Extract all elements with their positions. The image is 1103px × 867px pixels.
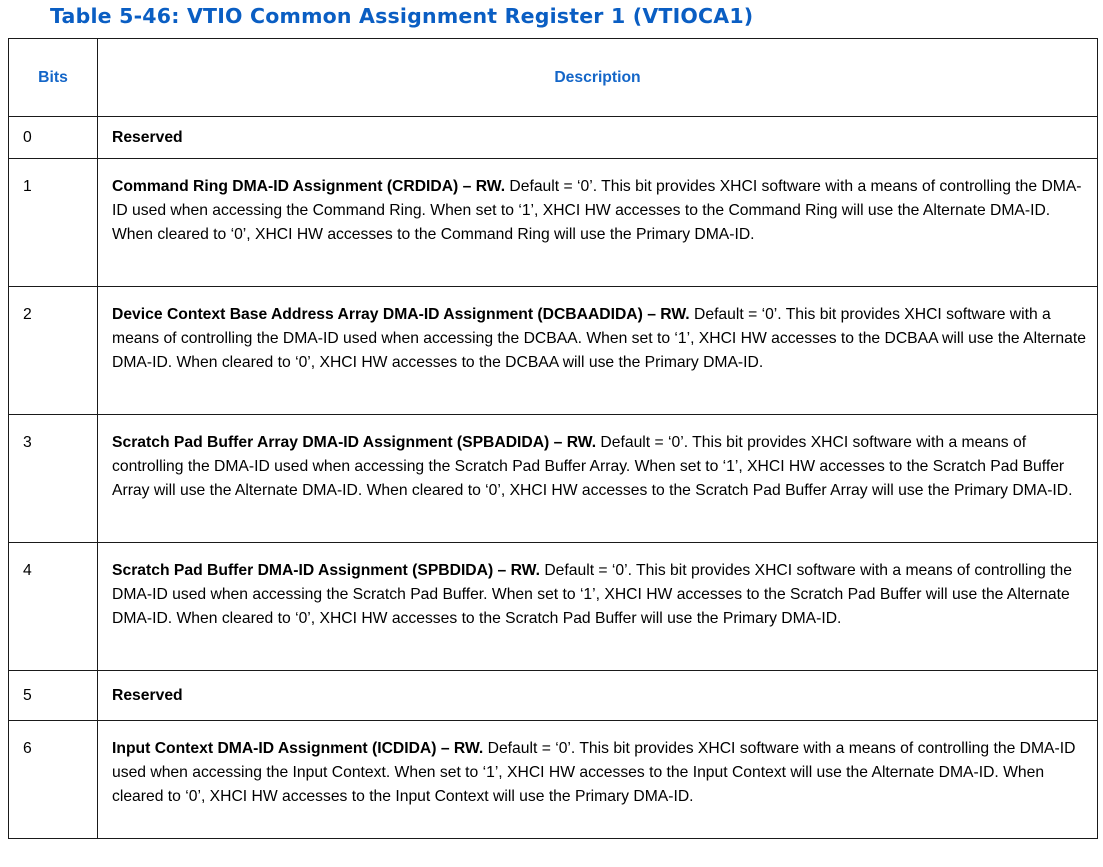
description-cell xyxy=(98,159,1098,287)
field-description: Default = ‘0’. This bit provides XHCI software with a means of controlling the DMA-ID used when accessing the DCBAA. When set to ‘1’, XHCI HW accesses to the DCBAA will use the Alternate DMA-ID. When cleared to ‘0’, XHCI HW accesses to the DCBAA will use the Primary DMA-ID. xyxy=(112,306,1086,371)
field-description: Default = ‘0’. This bit provides XHCI software with a means of controlling the DMA-ID used when accessing the Scratch Pad Buffer. When set to ‘1’, XHCI HW accesses to the Scratch Pad Buffer will use the Alternate DMA-ID. When cleared to ‘0’, XHCI HW accesses to the Scratch Pad Buffer will use the Primary DMA-ID. xyxy=(112,562,1073,627)
table-header-row xyxy=(9,39,1098,117)
table-row xyxy=(9,287,1098,415)
bit-cell: 1 xyxy=(9,159,98,287)
table-row xyxy=(9,117,1098,159)
description-cell xyxy=(98,543,1098,671)
bit-cell: 2 xyxy=(9,287,98,415)
field-name: Scratch Pad Buffer Array DMA-ID Assignment (SPBADIDA) – RW. xyxy=(112,434,597,451)
field-name: Reserved xyxy=(112,129,183,146)
field-description: Default = ‘0’. This bit provides XHCI software with a means of controlling the DMA-ID used when accessing the Scratch Pad Buffer Array. When set to ‘1’, XHCI HW accesses to the Scratch Pad Buffer Array will use the Alternate DMA-ID. When cleared to ‘0’, XHCI HW accesses to the Scratch Pad Buffer Array will use the Primary DMA-ID. xyxy=(112,434,1073,499)
table-title: Table 5-46: VTIO Common Assignment Register 1 (VTIOCA1) xyxy=(50,4,754,28)
field-name: Command Ring DMA-ID Assignment (CRDIDA) – RW. xyxy=(112,178,506,195)
description-cell xyxy=(98,117,1098,159)
description-cell xyxy=(98,721,1098,839)
field-description: Default = ‘0’. This bit provides XHCI software with a means of controlling the DMA-ID used when accessing the Input Context. When set to ‘1’, XHCI HW accesses to the Input Context will use the Alternate DMA-ID. When cleared to ‘0’, XHCI HW accesses to the Input Context will use the Primary DMA-ID. xyxy=(112,740,1076,805)
description-cell xyxy=(98,671,1098,721)
table-row xyxy=(9,415,1098,543)
register-table xyxy=(8,38,1098,839)
bit-cell: 4 xyxy=(9,543,98,671)
field-name: Reserved xyxy=(112,687,183,704)
header-description: Description xyxy=(98,39,1098,117)
bit-cell: 5 xyxy=(9,671,98,721)
field-description: Default = ‘0’. This bit provides XHCI software with a means of controlling the DMA-ID used when accessing the Command Ring. When set to ‘1’, XHCI HW accesses to the Command Ring will use the Alternate DMA-ID. When cleared to ‘0’, XHCI HW accesses to the Command Ring will use the Primary DMA-ID. xyxy=(112,178,1082,243)
description-cell xyxy=(98,287,1098,415)
bit-cell: 3 xyxy=(9,415,98,543)
header-bits: Bits xyxy=(9,39,98,117)
field-name: Input Context DMA-ID Assignment (ICDIDA) – RW. xyxy=(112,740,484,757)
table-row xyxy=(9,671,1098,721)
field-name: Device Context Base Address Array DMA-ID Assignment (DCBAADIDA) – RW. xyxy=(112,306,690,323)
bit-cell: 6 xyxy=(9,721,98,839)
table-row xyxy=(9,721,1098,839)
description-cell xyxy=(98,415,1098,543)
bit-cell: 0 xyxy=(9,117,98,159)
table-row xyxy=(9,543,1098,671)
table-row xyxy=(9,159,1098,287)
field-name: Scratch Pad Buffer DMA-ID Assignment (SPBDIDA) – RW. xyxy=(112,562,540,579)
